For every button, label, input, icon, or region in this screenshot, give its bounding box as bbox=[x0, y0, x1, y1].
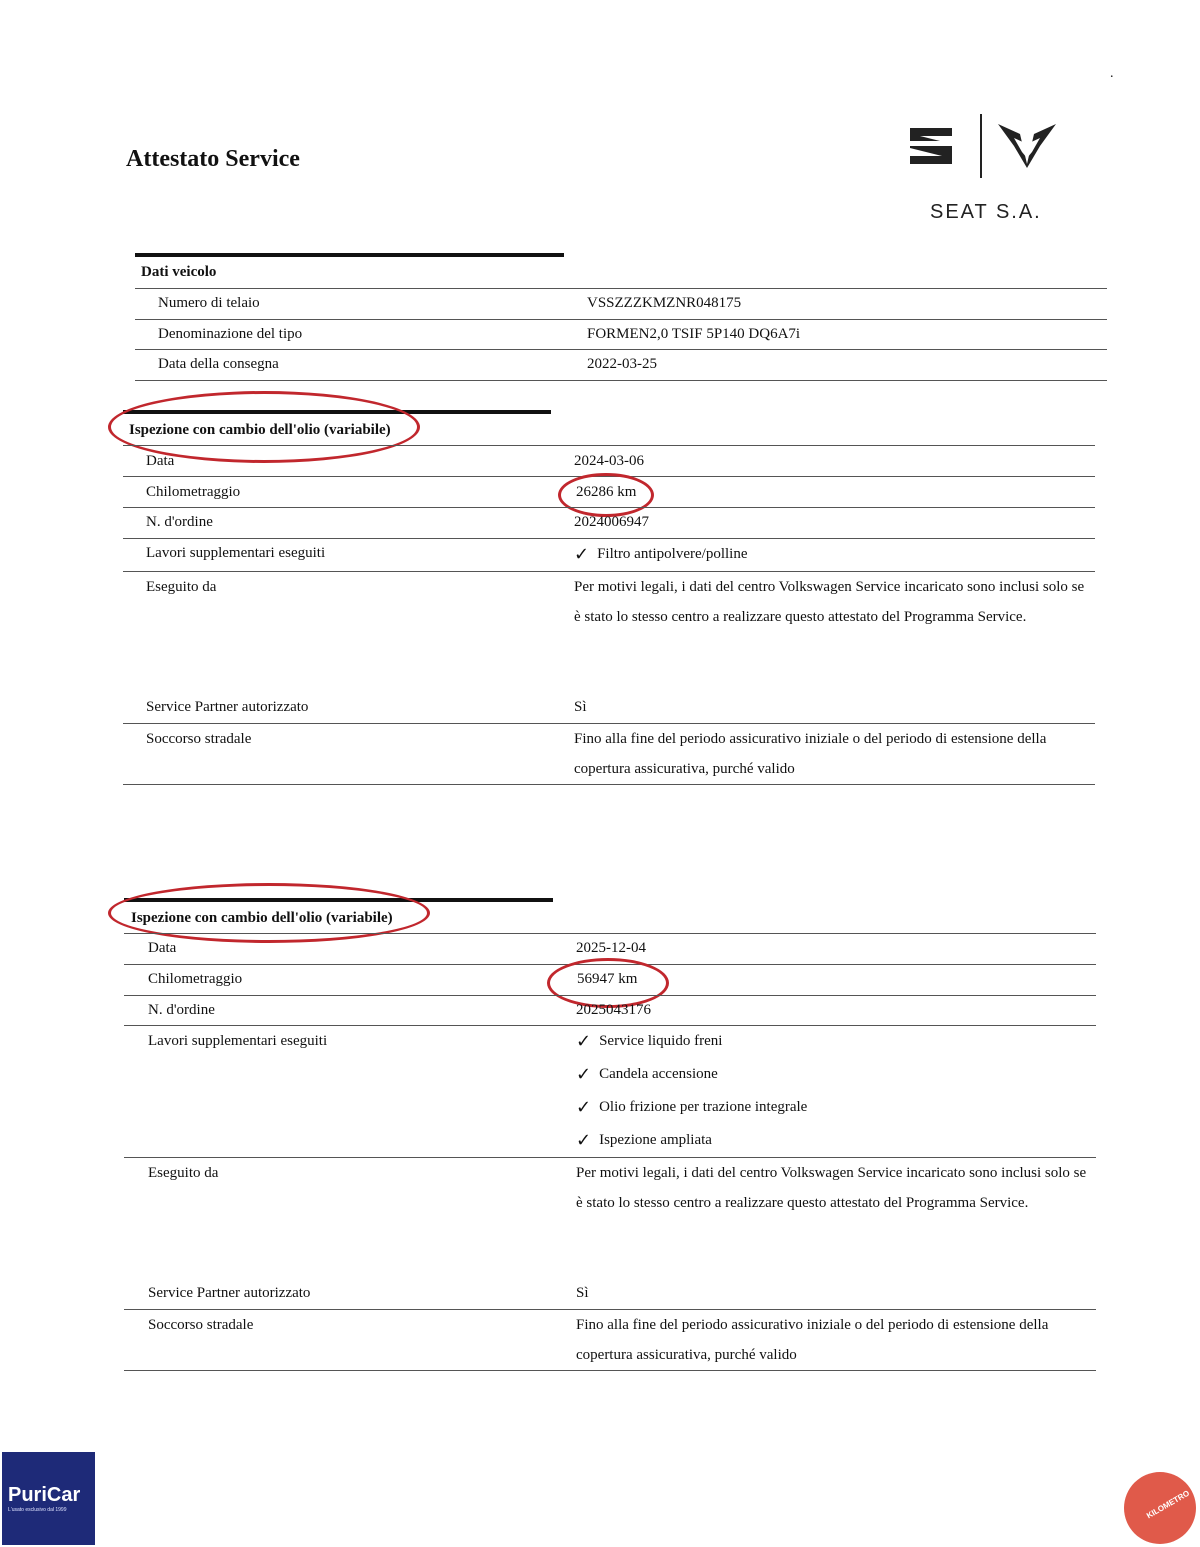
annotation-ellipse bbox=[547, 958, 669, 1008]
puricar-logo-name: PuriCar bbox=[8, 1484, 81, 1506]
divider bbox=[123, 538, 1095, 539]
type-label: Denominazione del tipo bbox=[158, 326, 303, 342]
inspection1-date-value: 2024-03-06 bbox=[574, 453, 644, 469]
inspection2-partner-label: Service Partner autorizzato bbox=[148, 1285, 311, 1301]
inspection2-order-value: 2025043176 bbox=[576, 1002, 651, 1018]
divider bbox=[135, 349, 1107, 350]
divider bbox=[124, 995, 1096, 996]
inspection1-km-label: Chilometraggio bbox=[146, 484, 241, 500]
type-value: FORMEN2,0 TSIF 5P140 DQ6A7i bbox=[587, 326, 801, 342]
list-item bbox=[576, 1130, 712, 1151]
inspection2-assist-value: Fino alla fine del periodo assicurativo iniziale o del periodo di estensione della copertura assicurativa, purché valido bbox=[576, 1317, 1049, 1363]
divider bbox=[124, 1370, 1096, 1371]
delivery-date-value: 2022-03-25 bbox=[587, 356, 657, 372]
inspection2-by-value: Per motivi legali, i dati del centro Volkswagen Service incaricato sono inclusi solo se è stato lo stesso centro a realizzare questo attestato del Programma Service. bbox=[576, 1165, 1087, 1211]
inspection1-assist-value: Fino alla fine del periodo assicurativo iniziale o del periodo di estensione della copertura assicurativa, purché valido bbox=[574, 731, 1047, 777]
list-item bbox=[576, 1031, 722, 1052]
inspection1-order-value: 2024006947 bbox=[574, 514, 649, 530]
inspection2-km-value: 56947 km bbox=[577, 971, 638, 987]
divider bbox=[135, 380, 1107, 381]
list-item bbox=[576, 1097, 807, 1118]
vin-value: VSSZZZKMZNR048175 bbox=[587, 295, 742, 311]
kilometro-badge-text: KILOMETRO bbox=[1144, 1488, 1192, 1521]
check-icon: ✓ bbox=[574, 544, 590, 565]
check-icon: ✓ bbox=[576, 1130, 592, 1151]
extra-item: Service liquido freni bbox=[599, 1033, 723, 1049]
seat-logo-icon bbox=[906, 124, 956, 168]
inspection2-km-label: Chilometraggio bbox=[148, 971, 243, 987]
inspection1-partner-label: Service Partner autorizzato bbox=[146, 699, 309, 715]
inspection2-title: Ispezione con cambio dell'olio (variabile) bbox=[131, 910, 393, 926]
inspection1-assist-label: Soccorso stradale bbox=[146, 731, 252, 747]
inspection2-date-label: Data bbox=[148, 940, 177, 956]
extra-item: Ispezione ampliata bbox=[599, 1132, 712, 1148]
extra-item: Candela accensione bbox=[599, 1066, 718, 1082]
logo-separator bbox=[980, 114, 982, 178]
list-item bbox=[576, 1064, 718, 1085]
inspection2-extra-label: Lavori supplementari eseguiti bbox=[148, 1033, 328, 1049]
divider bbox=[123, 445, 1095, 446]
extra-item: Filtro antipolvere/polline bbox=[597, 546, 748, 562]
check-icon: ✓ bbox=[576, 1097, 592, 1118]
puricar-logo-tagline: L'usato esclusivo dal 1999 bbox=[8, 1507, 67, 1513]
inspection2-date-value: 2025-12-04 bbox=[576, 940, 646, 956]
inspection1-date-label: Data bbox=[146, 453, 175, 469]
inspection1-partner-value: Sì bbox=[574, 699, 587, 715]
inspection1-extra-label: Lavori supplementari eseguiti bbox=[146, 545, 326, 561]
vin-label: Numero di telaio bbox=[158, 295, 260, 311]
vehicle-section-title: Dati veicolo bbox=[141, 264, 217, 280]
section-bar bbox=[135, 253, 564, 257]
cupra-logo-icon bbox=[996, 120, 1058, 170]
divider bbox=[135, 319, 1107, 320]
page-title: Attestato Service bbox=[126, 146, 300, 172]
extra-item: Olio frizione per trazione integrale bbox=[599, 1099, 808, 1115]
divider bbox=[123, 784, 1095, 785]
inspection1-order-label: N. d'ordine bbox=[146, 514, 213, 530]
inspection2-partner-value: Sì bbox=[576, 1285, 589, 1301]
inspection2-by-label: Eseguito da bbox=[148, 1165, 219, 1181]
inspection2-order-label: N. d'ordine bbox=[148, 1002, 215, 1018]
check-icon: ✓ bbox=[576, 1064, 592, 1085]
inspection1-by-value: Per motivi legali, i dati del centro Volkswagen Service incaricato sono inclusi solo se è stato lo stesso centro a realizzare questo attestato del Programma Service. bbox=[574, 579, 1085, 625]
inspection1-title: Ispezione con cambio dell'olio (variabile) bbox=[129, 422, 391, 438]
annotation-ellipse bbox=[558, 473, 654, 517]
delivery-date-label: Data della consegna bbox=[158, 356, 279, 372]
stray-dot: . bbox=[1110, 66, 1114, 81]
annotation-ellipse bbox=[108, 883, 430, 943]
list-item bbox=[574, 544, 747, 565]
divider bbox=[124, 1025, 1096, 1026]
inspection2-assist-label: Soccorso stradale bbox=[148, 1317, 254, 1333]
divider bbox=[123, 507, 1095, 508]
brand-name: SEAT S.A. bbox=[930, 201, 1042, 223]
divider bbox=[135, 288, 1107, 289]
check-icon: ✓ bbox=[576, 1031, 592, 1052]
divider bbox=[124, 933, 1096, 934]
inspection1-by-label: Eseguito da bbox=[146, 579, 217, 595]
inspection1-km-value: 26286 km bbox=[576, 484, 637, 500]
